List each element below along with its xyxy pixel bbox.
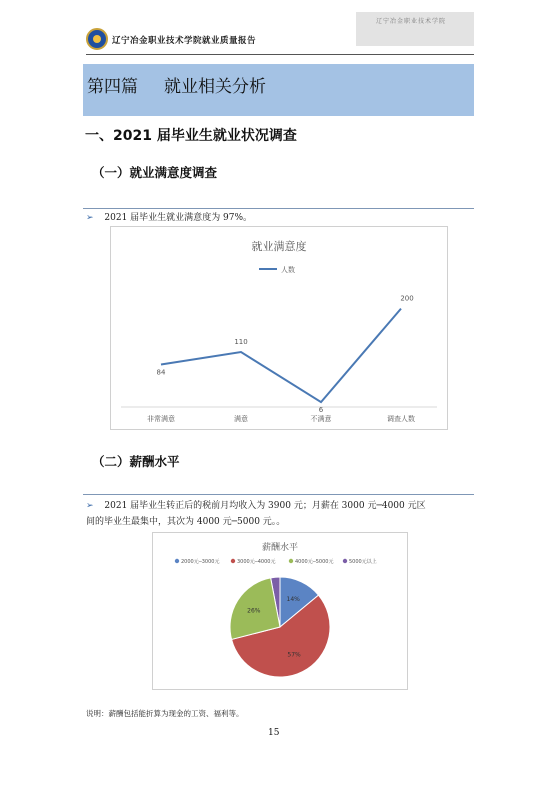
legend-label: 人数	[281, 266, 295, 274]
data-label: 110	[234, 338, 248, 346]
legend-label: 5000元以上	[349, 559, 377, 565]
salary-text-1: 2021 届毕业生转正后的税前月均收入为 3900 元；月薪在 3000 元─4000 元区	[104, 501, 426, 511]
subsection-satisfaction-heading: （一）就业满意度调查	[92, 165, 218, 180]
bullet-arrow-icon: ➢	[86, 213, 94, 223]
category-label: 满意	[234, 415, 248, 423]
slice-label: 57%	[287, 651, 301, 659]
school-logo-icon	[86, 28, 108, 50]
page-number: 15	[268, 728, 280, 738]
satisfaction-chart	[110, 226, 448, 430]
category-label: 非常满意	[147, 415, 175, 423]
legend-marker	[289, 559, 293, 563]
report-header	[0, 0, 554, 56]
satisfaction-intro	[86, 210, 252, 226]
header-divider	[86, 54, 474, 55]
chapter-title: 就业相关分析	[164, 77, 266, 97]
header-title: 辽宁冶金职业技术学院就业质量报告	[112, 36, 257, 46]
salary-text-2: 间的毕业生最集中，其次为 4000 元─5000 元。。	[86, 517, 286, 527]
building-sign: 辽宁冶金职业技术学院	[376, 18, 447, 25]
divider-1	[83, 208, 474, 209]
legend-label: 2000元─3000元	[181, 559, 220, 565]
data-label: 84	[156, 368, 166, 377]
salary-chart	[152, 532, 408, 690]
legend-marker	[175, 559, 179, 563]
satisfaction-text: 2021 届毕业生就业满意度为 97%。	[104, 213, 253, 223]
salary-note: 说明：薪酬包括能折算为现金的工资、福利等。	[86, 709, 244, 718]
category-label: 不满意	[310, 415, 332, 423]
chapter-heading	[87, 72, 266, 97]
salary-pie-chart	[153, 533, 407, 689]
slice-label: 14%	[286, 595, 300, 603]
divider-2	[83, 494, 474, 495]
data-label: 6	[318, 406, 324, 415]
subsection-salary-heading: （二）薪酬水平	[92, 454, 180, 469]
legend-label: 3000元─4000元	[237, 559, 276, 565]
section-heading: 一、2021 届毕业生就业状况调查	[85, 128, 297, 144]
bullet-arrow-icon: ➢	[86, 501, 94, 511]
satisfaction-line-chart	[111, 227, 447, 429]
legend-marker	[231, 559, 235, 563]
legend-label: 4000元─5000元	[295, 559, 334, 565]
chart-title: 薪酬水平	[261, 543, 299, 553]
chart-title: 就业满意度	[251, 240, 307, 253]
data-label: 200	[400, 294, 414, 303]
legend-marker	[343, 559, 347, 563]
category-label: 调查人数	[387, 415, 415, 423]
chapter-banner	[83, 64, 474, 116]
salary-intro-1	[86, 498, 426, 514]
series-line	[161, 309, 401, 402]
chapter-number: 第四篇	[87, 77, 138, 97]
slice-label: 26%	[247, 607, 261, 615]
